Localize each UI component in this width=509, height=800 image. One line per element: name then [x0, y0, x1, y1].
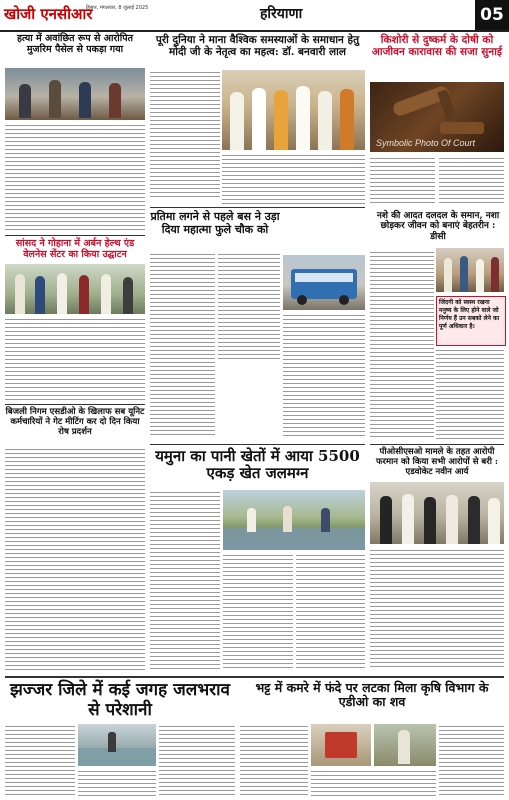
yamuna-body-b: [223, 553, 293, 670]
divider: [370, 444, 504, 445]
pocso-photo: [370, 482, 504, 544]
bhatta-body-c: [439, 724, 504, 796]
pratima-body-right: [283, 313, 365, 437]
bijli-body: [5, 447, 145, 672]
vaishvik-body-left: [150, 70, 220, 200]
pratima-body-mid: [218, 252, 280, 362]
vaishvik-headline: पूरी दुनिया ने माना वैश्विक समस्याओं के समाधान हेतु मोदी जी के नेतृत्व का महत्व: डॉ. बनवारी लाल: [155, 34, 360, 59]
bhatta-body-b: [311, 769, 436, 796]
yamuna-body-a: [150, 490, 220, 670]
jhajjar-body-a: [5, 724, 75, 796]
bhatta-headline: भट्ट में कमरे में फंदे पर लटका मिला कृषि विभाग के एडीओ का शव: [255, 680, 489, 710]
pocso-headline: पीओसीएसओ मामले के तहत आरोपी फरमान को किया सभी आरोपों से बरी : एडवोकेट नवीन आर्य: [375, 447, 499, 477]
yamuna-body-c: [296, 553, 365, 670]
newspaper-name: खोजी एनसीआर: [4, 5, 93, 23]
jhajjar-headline: झज्जर जिले में कई जगह जलभराव से परेशानी: [10, 680, 230, 720]
saansad-headline: सांसद ने गोहाना में अर्बन हेल्थ एंड वेलनेस सेंटर का किया उद्घाटन: [15, 238, 135, 260]
murder-headline: हत्या में अवांछित रूप से आरोपित मुजरिम पैसेल से पकड़ा गया: [16, 33, 134, 55]
kishori-headline: किशोरी से दुष्कर्म के दोषी को आजीवन कारावास की सजा सुनाई: [371, 34, 503, 59]
kishori-body-left: [370, 156, 435, 204]
divider: [5, 676, 504, 678]
saansad-photo: [5, 264, 145, 314]
jhajjar-body-c: [159, 724, 235, 796]
nashe-body-a: [370, 250, 434, 440]
bhatta-photo-a: [311, 724, 371, 766]
divider: [150, 207, 365, 208]
page-number: 05: [475, 0, 509, 30]
pratima-body-left: [150, 252, 215, 437]
bhatta-photo-b: [374, 724, 436, 766]
masthead-dateline: हिसार, मंगलवार, 8 जुलाई 2025: [86, 5, 149, 11]
vaishvik-photo: [222, 70, 365, 150]
court-photo-caption: Symbolic Photo Of Court: [376, 138, 476, 148]
nashe-body-b: [436, 348, 504, 440]
court-photo: [370, 82, 504, 152]
pratima-bus-photo: [283, 255, 365, 310]
section-title: हरियाणा: [260, 6, 303, 22]
nashe-headline: नशे की आदत दलदल के समान, नशा छोड़कर जीवन को बनाएं बेहतरीन : डीसी: [376, 211, 500, 242]
jhajjar-body-b: [78, 769, 156, 796]
bijli-headline: बिजली निगम एसडीओ के खिलाफ सब यूनिट कर्मचारियों ने गेट मीटिंग कर दो दिन किया रोष प्रदर्शन: [5, 407, 145, 437]
pratima-headline: प्रतिमा लगने से पहले बस ने उड़ा दिया महात्मा फुले चौक को: [150, 210, 280, 236]
bhatta-body-a: [240, 724, 308, 796]
nashe-pull-quote: जिंदगी को स्वस्थ रखना मनुष्य के लिए होने वाले जो निर्णय हैं उन सबको लेने का पूर्ण अधिकार है।: [436, 296, 506, 346]
masthead: [0, 0, 509, 32]
nashe-photo: [436, 248, 504, 292]
divider: [150, 444, 365, 445]
divider: [5, 235, 145, 236]
kishori-body-right: [439, 156, 504, 204]
vaishvik-body-right: [222, 153, 365, 205]
divider: [5, 404, 145, 405]
saansad-body: [5, 317, 145, 402]
murder-photo: [5, 68, 145, 120]
pocso-body: [370, 548, 504, 670]
jhajjar-photo: [78, 724, 156, 766]
yamuna-headline: यमुना का पानी खेतों में आया 5500 एकड़ खेत जलमग्न: [155, 447, 360, 483]
yamuna-photo: [223, 490, 365, 550]
murder-body: [5, 123, 145, 233]
